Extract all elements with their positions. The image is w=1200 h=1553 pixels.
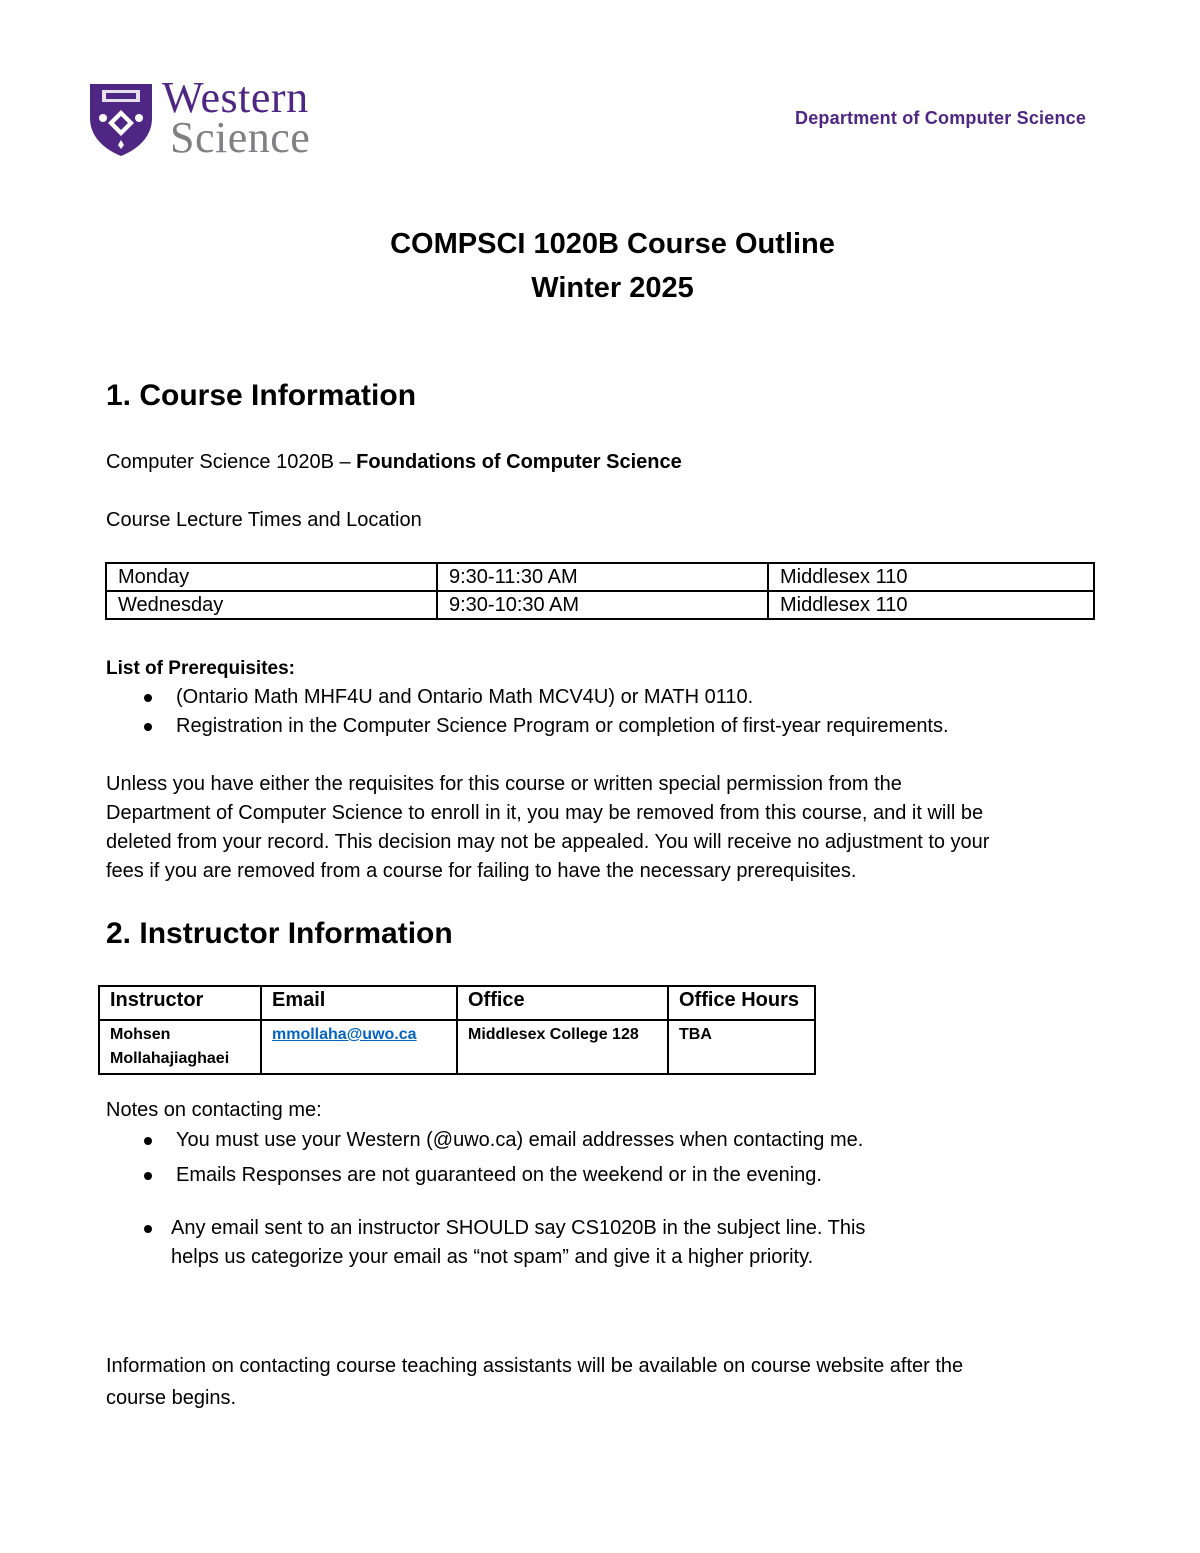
- contact-notes-heading: Notes on contacting me:: [106, 1099, 322, 1121]
- section-heading-instructor-info: 2. Instructor Information: [106, 917, 453, 950]
- course-code: Computer Science 1020B –: [106, 451, 357, 473]
- lecture-time: 9:30-11:30 AM: [437, 563, 768, 591]
- lecture-location: Middlesex 110: [768, 591, 1094, 619]
- paragraph-line: Information on contacting course teaching assistants will be available on course website after the: [106, 1355, 964, 1377]
- paragraph-line: deleted from your record. This decision may not be appealed. You will receive no adjustment to your: [106, 831, 990, 853]
- contact-notes-list: [106, 1126, 863, 1155]
- instructor-office-hours: TBA: [668, 1020, 815, 1074]
- course-title: Foundations of Computer Science: [356, 451, 682, 473]
- contact-notes-list-3: [106, 1214, 865, 1272]
- prerequisites-list: [106, 683, 949, 741]
- lecture-location: Middlesex 110: [768, 563, 1094, 591]
- instructor-name: [99, 1020, 261, 1074]
- prerequisites-heading: List of Prerequisites:: [106, 658, 295, 679]
- table-row: [106, 563, 1094, 591]
- instructor-email-link[interactable]: mmollaha@uwo.ca: [272, 1026, 417, 1043]
- logo-western-text: Western: [162, 73, 309, 122]
- instructor-office: Middlesex College 128: [457, 1020, 668, 1074]
- course-name-line: [106, 448, 682, 477]
- list-item: [106, 1214, 865, 1272]
- logo-science-text: Science: [170, 113, 311, 162]
- title-term: Winter 2025: [531, 272, 694, 304]
- paragraph-line: fees if you are removed from a course for failing to have the necessary prerequisites.: [106, 860, 857, 882]
- lecture-table: [105, 562, 1095, 620]
- document-title: [0, 222, 1200, 310]
- table-header-row: [99, 986, 815, 1020]
- section-heading-course-info: 1. Course Information: [106, 379, 417, 412]
- paragraph-line: Department of Computer Science to enroll in it, you may be removed from this course, and it will be: [106, 802, 984, 824]
- instructor-email-cell: [261, 1020, 457, 1074]
- title-course-outline: COMPSCI 1020B Course Outline: [390, 228, 835, 260]
- instructor-first-name: Mohsen: [110, 1026, 171, 1043]
- list-item: (Ontario Math MHF4U and Ontario Math MCV4U) or MATH 0110.: [106, 683, 949, 712]
- department-label: Department of Computer Science: [795, 108, 1087, 128]
- lecture-time: 9:30-10:30 AM: [437, 591, 768, 619]
- list-item: Registration in the Computer Science Program or completion of first-year requirements.: [106, 712, 949, 741]
- western-shield-icon: [88, 78, 154, 158]
- instructor-table: [98, 985, 816, 1075]
- paragraph-line: Unless you have either the requisites for this course or written special permission from the: [106, 773, 902, 795]
- note-line: Any email sent to an instructor SHOULD say CS1020B in the subject line. This: [171, 1217, 866, 1239]
- table-row: [106, 591, 1094, 619]
- prerequisite-policy-paragraph: [106, 770, 989, 886]
- column-header-office: Office: [457, 986, 668, 1020]
- ta-contact-paragraph: [106, 1350, 963, 1414]
- western-science-logo: [88, 73, 348, 162]
- column-header-instructor: Instructor: [99, 986, 261, 1020]
- column-header-email: Email: [261, 986, 457, 1020]
- lecture-day: Monday: [106, 563, 437, 591]
- lecture-times-heading: Course Lecture Times and Location: [106, 509, 422, 531]
- paragraph-line: course begins.: [106, 1387, 237, 1409]
- column-header-office-hours: Office Hours: [668, 986, 815, 1020]
- note-line: helps us categorize your email as “not spam” and give it a higher priority.: [171, 1246, 814, 1268]
- list-item: Emails Responses are not guaranteed on the weekend or in the evening.: [106, 1161, 822, 1190]
- table-row: [99, 1020, 815, 1074]
- lecture-day: Wednesday: [106, 591, 437, 619]
- list-item: You must use your Western (@uwo.ca) email addresses when contacting me.: [106, 1126, 863, 1155]
- instructor-last-name: Mollahajiaghaei: [110, 1050, 230, 1067]
- contact-notes-list-2: [106, 1161, 822, 1190]
